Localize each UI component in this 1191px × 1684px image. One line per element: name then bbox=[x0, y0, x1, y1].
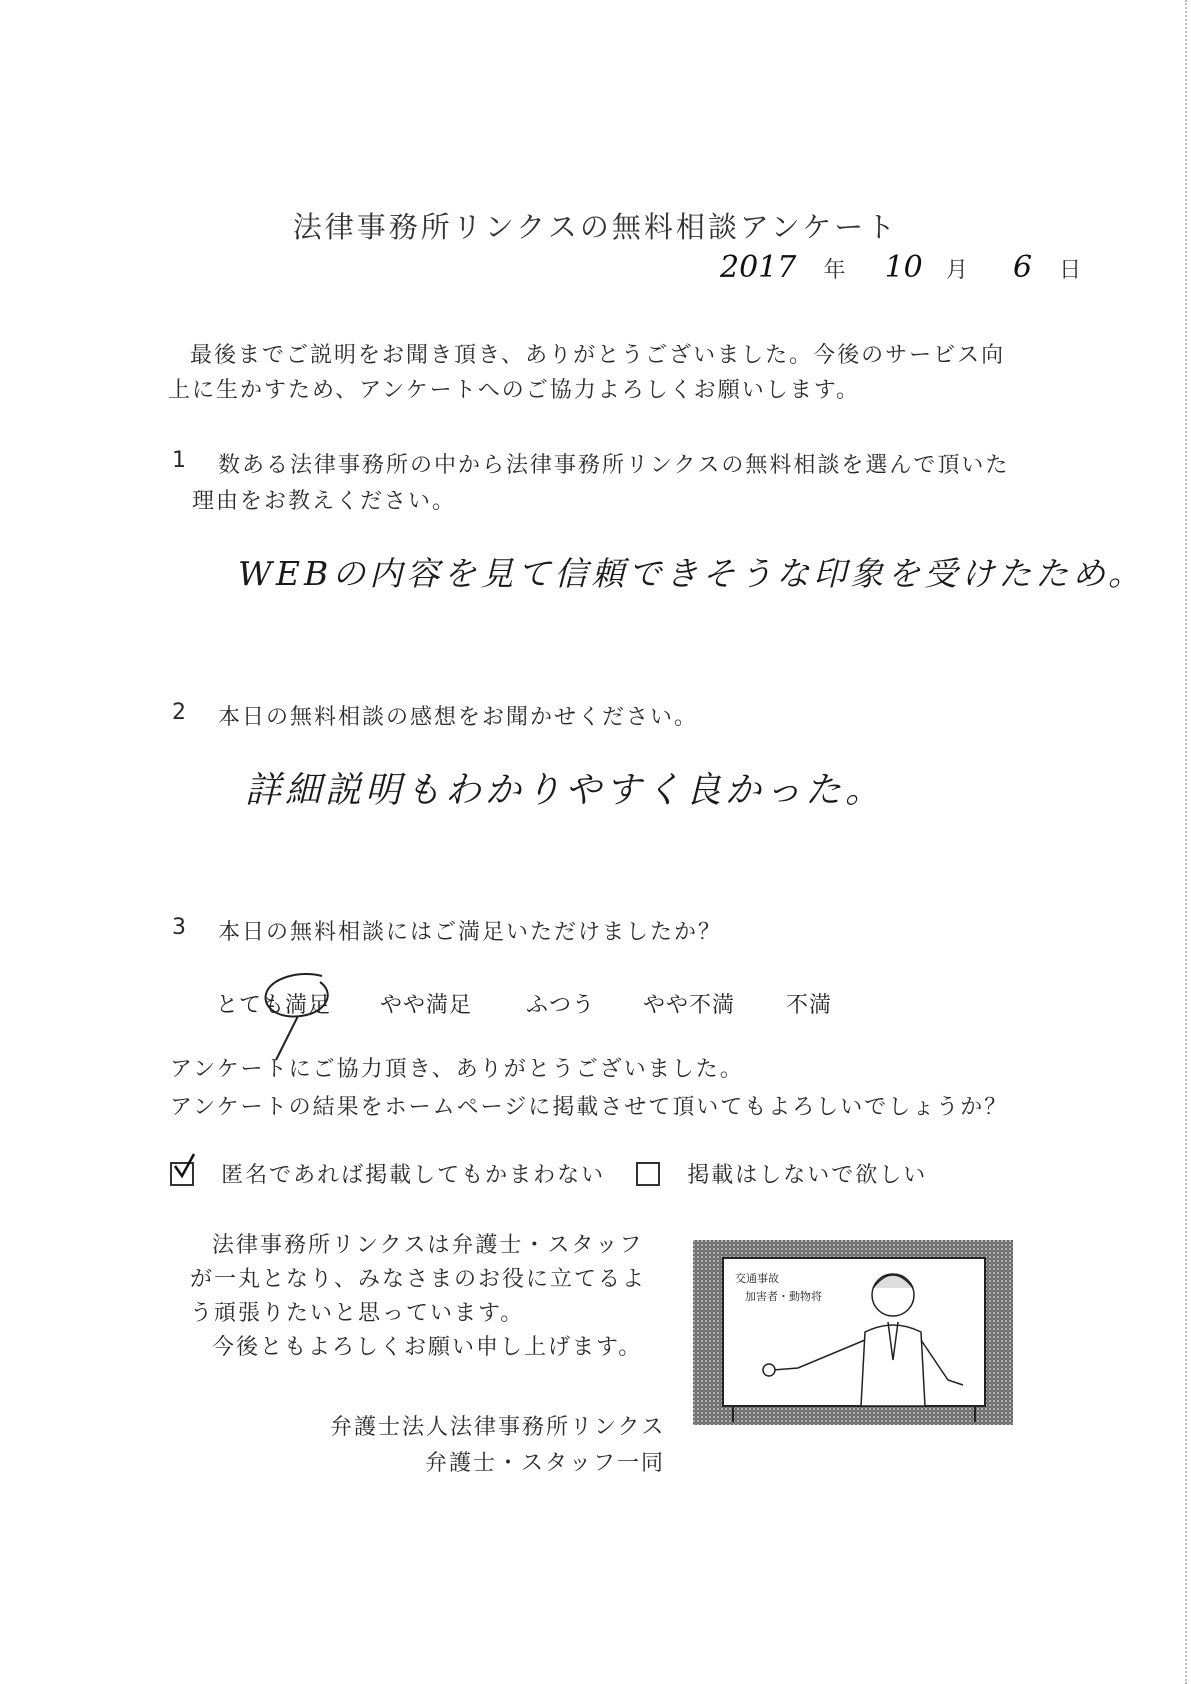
thanks-line-2: アンケートの結果をホームページに掲載させて頂いてもよろしいでしょうか？ bbox=[170, 1095, 1009, 1120]
page-title: 法律事務所リンクスの無料相談アンケート bbox=[292, 210, 899, 244]
publish-decline-label: 掲載はしないで欲しい bbox=[687, 1163, 928, 1188]
check-mark-icon bbox=[170, 1152, 200, 1182]
thanks-line-1: アンケートにご協力頂き、ありがとうございました。 bbox=[170, 1057, 744, 1082]
lawyer-whiteboard-illustration bbox=[693, 1240, 1013, 1425]
q3-option-very-satisfied[interactable]: とても満足 bbox=[216, 993, 332, 1018]
q1-question-line-2: 理由をお教えください。 bbox=[192, 489, 457, 514]
q1-handwritten-answer: WEBの内容を見て信頼できそうな印象を受けたため。 bbox=[238, 554, 1145, 593]
closing-line-1: 法律事務所リンクスは弁護士・スタッフ bbox=[212, 1233, 644, 1258]
board-text-line-2: 加害者・動物将 bbox=[745, 1290, 822, 1303]
board-text-line-1: 交通事故 bbox=[735, 1272, 779, 1285]
q1-question-line-1: 数ある法律事務所の中から法律事務所リンクスの無料相談を選んで頂いた bbox=[218, 453, 1010, 478]
q3-option-neutral[interactable]: ふつう bbox=[526, 993, 596, 1018]
q3-question: 本日の無料相談にはご満足いただけましたか？ bbox=[218, 920, 723, 945]
scan-edge-artifact bbox=[1183, 0, 1187, 1684]
q3-option-somewhat-satisfied[interactable]: やや満足 bbox=[380, 993, 473, 1018]
q2-handwritten-answer: 詳細説明もわかりやすく良かった。 bbox=[245, 770, 886, 811]
intro-line-1: 最後までご説明をお聞き頂き、ありがとうございました。今後のサービス向 bbox=[190, 343, 1006, 368]
q3-number: 3 bbox=[172, 915, 188, 940]
q3-option-dissatisfied[interactable]: 不満 bbox=[786, 993, 833, 1018]
publish-anonymous-checkbox[interactable] bbox=[170, 1162, 194, 1186]
signature-line-1: 弁護士法人法律事務所リンクス bbox=[330, 1415, 666, 1440]
q1-number: 1 bbox=[172, 448, 188, 473]
q2-number: 2 bbox=[172, 700, 188, 725]
date-year: 2017 bbox=[720, 250, 797, 285]
closing-line-3: う頑張りたいと思っています。 bbox=[190, 1301, 525, 1326]
date-year-unit: 年 bbox=[823, 258, 846, 283]
signature-line-2: 弁護士・スタッフ一同 bbox=[425, 1451, 666, 1476]
date-day-unit: 日 bbox=[1059, 258, 1082, 283]
date-month: 10 bbox=[884, 250, 923, 285]
closing-line-2: が一丸となり、みなさまのお役に立てるよ bbox=[190, 1267, 647, 1292]
closing-line-4: 今後ともよろしくお願い申し上げます。 bbox=[212, 1335, 643, 1360]
date-month-unit: 月 bbox=[945, 258, 968, 283]
publish-options bbox=[170, 1158, 927, 1189]
publish-decline-checkbox[interactable] bbox=[636, 1162, 660, 1186]
q3-option-somewhat-dissatisfied[interactable]: やや不満 bbox=[643, 993, 736, 1018]
intro-line-2: 上に生かすため、アンケートへのご協力よろしくお願いします。 bbox=[168, 378, 861, 403]
publish-anonymous-label: 匿名であれば掲載してもかまわない bbox=[221, 1163, 606, 1188]
q2-question: 本日の無料相談の感想をお聞かせください。 bbox=[218, 705, 699, 730]
date-line bbox=[720, 250, 1081, 285]
date-day: 6 bbox=[1012, 250, 1033, 285]
